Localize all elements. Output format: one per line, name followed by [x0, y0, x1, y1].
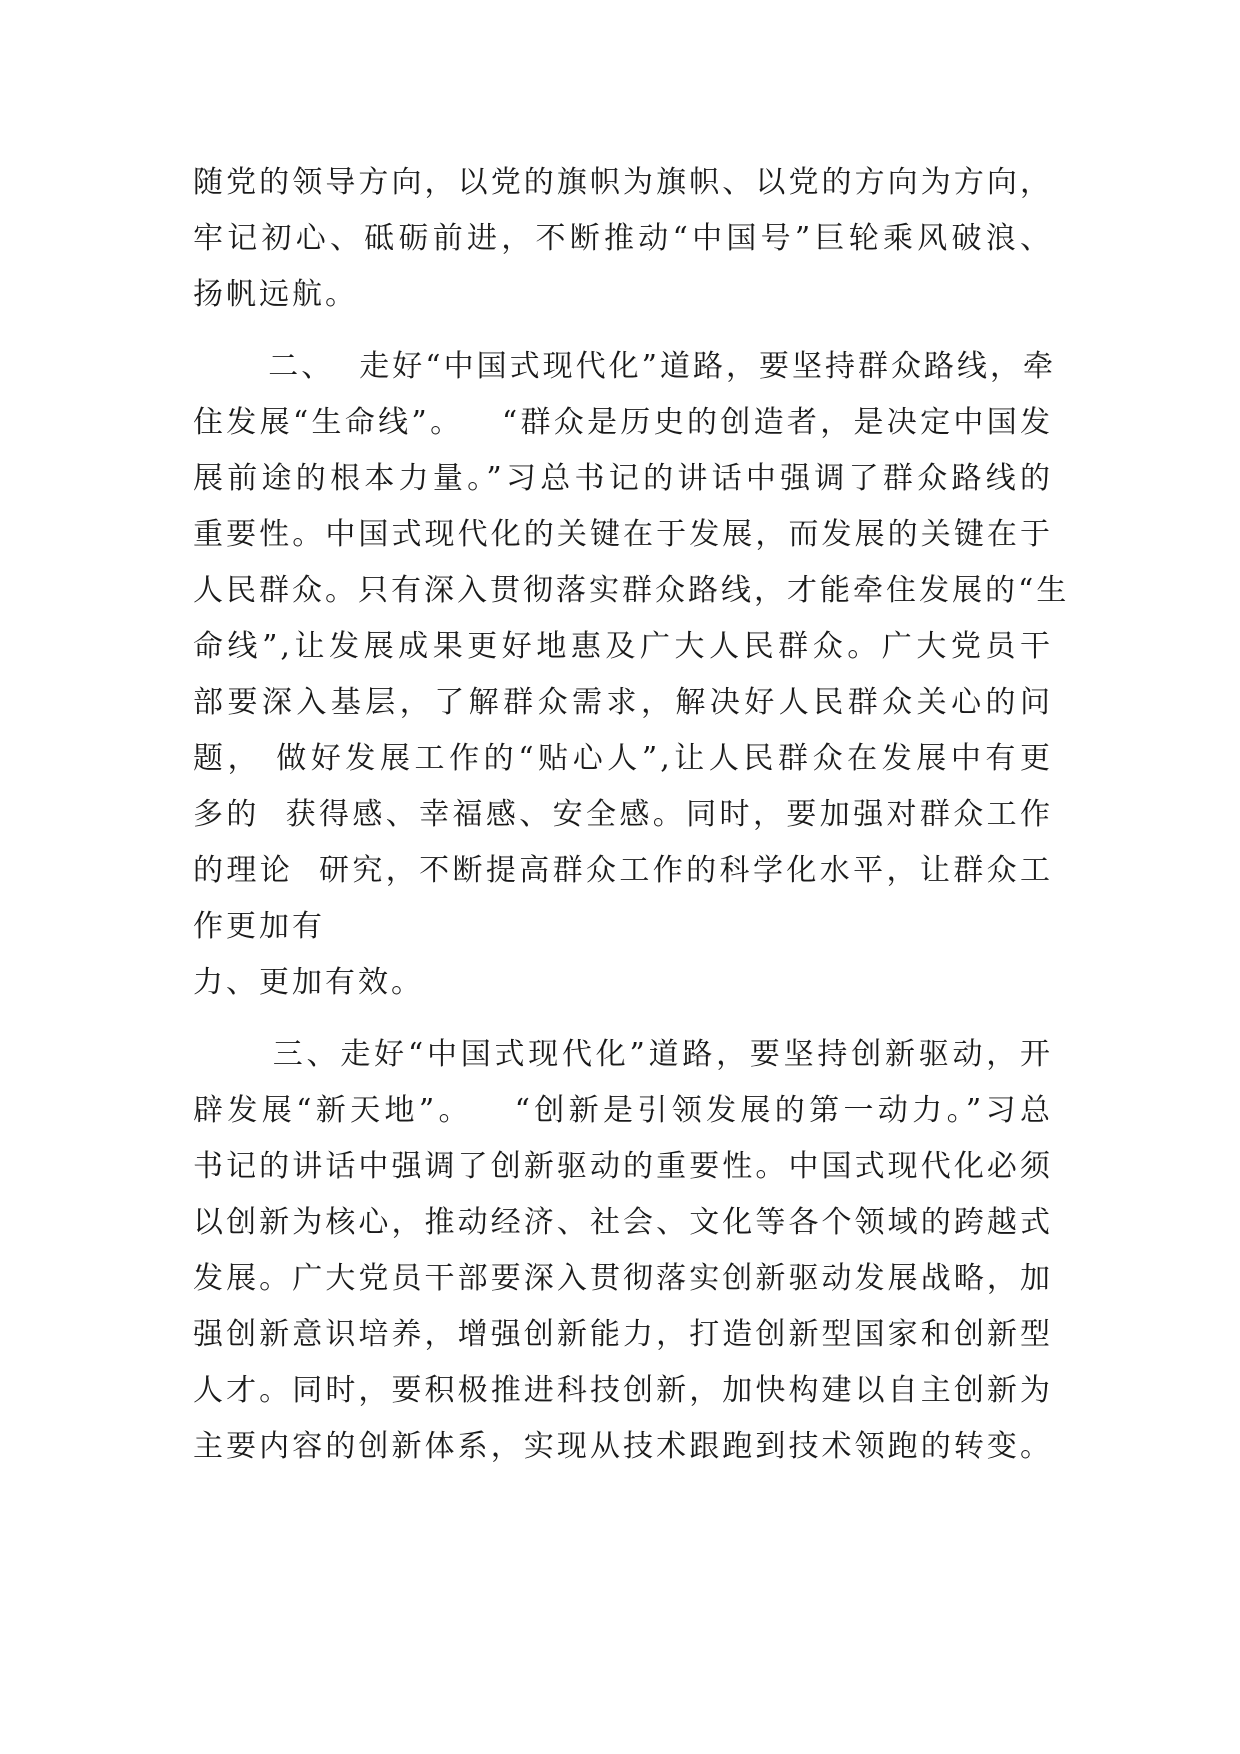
- text-line: 作更加有: [193, 909, 325, 944]
- text-line: 随党的领导方向，以党的旗帜为旗帜、以党的方向为方向，: [193, 165, 1053, 200]
- text-line: 书记的讲话中强调了创新驱动的重要性。中国式现代化必须: [193, 1149, 1053, 1184]
- paragraph-spacer: [193, 323, 1053, 339]
- paragraph-spacer: [193, 1011, 1053, 1027]
- paragraph-2: [193, 339, 1070, 1011]
- text-line: 部要深入基层，了解群众需求，解决好人民群众关心的问: [193, 685, 1053, 720]
- document-body: [193, 155, 1070, 1475]
- paragraph-1: [193, 155, 1053, 323]
- text-line: 扬帆远航。: [193, 277, 358, 312]
- text-line: 强创新意识培养，增强创新能力，打造创新型国家和创新型: [193, 1317, 1053, 1352]
- text-line: 重要性。中国式现代化的关键在于发展，而发展的关键在于: [193, 517, 1053, 552]
- text-line: 人民群众。只有深入贯彻落实群众路线，才能牵住发展的“生: [193, 573, 1070, 608]
- paragraph-3: [193, 1027, 1053, 1475]
- text-line: 牢记初心、砥砺前进，不断推动“中国号”巨轮乘风破浪、: [193, 221, 1053, 256]
- text-line: 展前途的根本力量。”习总书记的讲话中强调了群众路线的: [193, 461, 1053, 496]
- text-line: 的理论 研究，不断提高群众工作的科学化水平，让群众工: [193, 853, 1053, 888]
- text-line: 命线”,让发展成果更好地惠及广大人民群众。广大党员干: [193, 629, 1053, 664]
- text-line: 主要内容的创新体系，实现从技术跟跑到技术领跑的转变。: [193, 1429, 1053, 1464]
- text-line: 力、更加有效。: [193, 965, 424, 1000]
- text-line: 辟发展“新天地”。 “创新是引领发展的第一动力。”习总: [193, 1093, 1053, 1128]
- text-line: 三、走好“中国式现代化”道路，要坚持创新驱动，开: [193, 1037, 1053, 1072]
- text-line: 人才。同时，要积极推进科技创新，加快构建以自主创新为: [193, 1373, 1053, 1408]
- text-line: 题， 做好发展工作的“贴心人”,让人民群众在发展中有更: [193, 741, 1053, 776]
- text-line: 以创新为核心，推动经济、社会、文化等各个领域的跨越式: [193, 1205, 1053, 1240]
- text-line: 多的 获得感、幸福感、安全感。同时，要加强对群众工作: [193, 797, 1053, 832]
- text-line: 二、 走好“中国式现代化”道路，要坚持群众路线，牵: [193, 349, 1056, 384]
- text-line: 发展。广大党员干部要深入贯彻落实创新驱动发展战略，加: [193, 1261, 1053, 1296]
- text-line: 住发展“生命线”。 “群众是历史的创造者，是决定中国发: [193, 405, 1053, 440]
